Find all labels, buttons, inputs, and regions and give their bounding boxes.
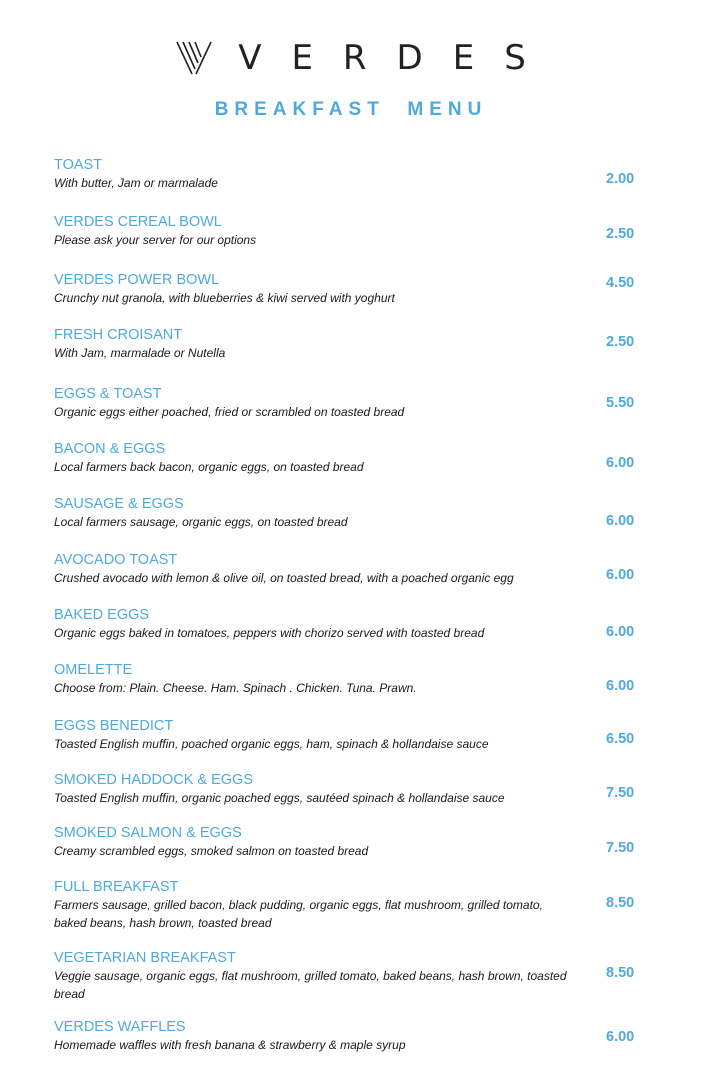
item-description: Toasted English muffin, organic poached eggs, sautéed spinach & hollandaise sauce xyxy=(54,791,505,805)
item-name: VEGETARIAN BREAKFAST xyxy=(54,950,236,966)
item-price: 5.50 xyxy=(606,395,635,411)
menu-item xyxy=(54,949,694,1003)
item-description: Organic eggs baked in tomatoes, peppers with chorizo served with toasted bread xyxy=(54,626,485,640)
verdes-v-logo-icon xyxy=(176,41,212,75)
item-description: With Jam, marmalade or Nutella xyxy=(54,346,226,360)
menu-item xyxy=(54,213,694,249)
menu-item xyxy=(54,717,694,753)
menu-title: BREAKFAST MENU xyxy=(214,99,488,120)
item-price: 2.50 xyxy=(606,334,635,350)
item-description: Local farmers back bacon, organic eggs, on toasted bread xyxy=(54,460,364,474)
item-price: 6.50 xyxy=(606,731,635,747)
item-name: FRESH CROISANT xyxy=(54,327,183,343)
item-description: Organic eggs either poached, fried or scrambled on toasted bread xyxy=(54,405,405,419)
menu-item xyxy=(54,495,694,531)
item-price: 6.00 xyxy=(606,513,635,529)
item-name: TOAST xyxy=(54,157,103,173)
item-name: VERDES WAFFLES xyxy=(54,1019,186,1035)
item-price: 6.00 xyxy=(606,624,635,640)
item-description: Crunchy nut granola, with blueberries & kiwi served with yoghurt xyxy=(54,291,395,305)
logo xyxy=(0,38,702,78)
menu-item xyxy=(54,156,694,192)
item-description: Veggie sausage, organic eggs, flat mushroom, grilled tomato, baked beans, hash brown, toasted bread xyxy=(54,969,567,1001)
item-name: SMOKED SALMON & EGGS xyxy=(54,825,242,841)
menu-item xyxy=(54,385,694,421)
item-name: OMELETTE xyxy=(54,662,133,678)
menu-item xyxy=(54,824,694,860)
item-price: 6.00 xyxy=(606,567,635,583)
item-description: Choose from: Plain. Cheese. Ham. Spinach . Chicken. Tuna. Prawn. xyxy=(54,681,417,695)
menu-item xyxy=(54,440,694,476)
item-description: Homemade waffles with fresh banana & strawberry & maple syrup xyxy=(54,1038,406,1052)
item-price: 7.50 xyxy=(606,840,635,856)
menu-item xyxy=(54,661,694,697)
item-price: 4.50 xyxy=(606,275,635,291)
item-description: Creamy scrambled eggs, smoked salmon on toasted bread xyxy=(54,844,369,858)
item-name: SAUSAGE & EGGS xyxy=(54,496,184,512)
item-name: AVOCADO TOAST xyxy=(54,552,178,568)
menu-item xyxy=(54,551,694,587)
item-name: VERDES POWER BOWL xyxy=(54,272,220,288)
item-name: BACON & EGGS xyxy=(54,441,166,457)
item-description: With butter, Jam or marmalade xyxy=(54,176,218,190)
brand-name: VERDES xyxy=(238,38,556,78)
item-price: 8.50 xyxy=(606,965,635,981)
menu-item xyxy=(54,326,694,362)
item-description: Local farmers sausage, organic eggs, on toasted bread xyxy=(54,515,348,529)
item-price: 6.00 xyxy=(606,1029,635,1045)
menu-item xyxy=(54,271,694,307)
item-name: VERDES CEREAL BOWL xyxy=(54,214,222,230)
item-price: 6.00 xyxy=(606,455,635,471)
item-price: 6.00 xyxy=(606,678,635,694)
menu-item xyxy=(54,606,694,642)
item-description: Crushed avocado with lemon & olive oil, on toasted bread, with a poached organic egg xyxy=(54,571,514,585)
item-name: EGGS BENEDICT xyxy=(54,718,174,734)
item-price: 7.50 xyxy=(606,785,635,801)
item-price: 8.50 xyxy=(606,895,635,911)
item-description: Toasted English muffin, poached organic eggs, ham, spinach & hollandaise sauce xyxy=(54,737,489,751)
menu-item xyxy=(54,878,694,932)
item-description: Please ask your server for our options xyxy=(54,233,257,247)
item-price: 2.00 xyxy=(606,171,635,187)
item-description: Farmers sausage, grilled bacon, black pudding, organic eggs, flat mushroom, grilled tomato, baked beans, hash brown, toasted bread xyxy=(54,898,543,930)
menu-item xyxy=(54,771,694,807)
item-name: SMOKED HADDOCK & EGGS xyxy=(54,772,254,788)
item-name: EGGS & TOAST xyxy=(54,386,162,402)
item-name: BAKED EGGS xyxy=(54,607,150,623)
menu-item xyxy=(54,1018,694,1054)
item-price: 2.50 xyxy=(606,226,635,242)
item-name: FULL BREAKFAST xyxy=(54,879,179,895)
